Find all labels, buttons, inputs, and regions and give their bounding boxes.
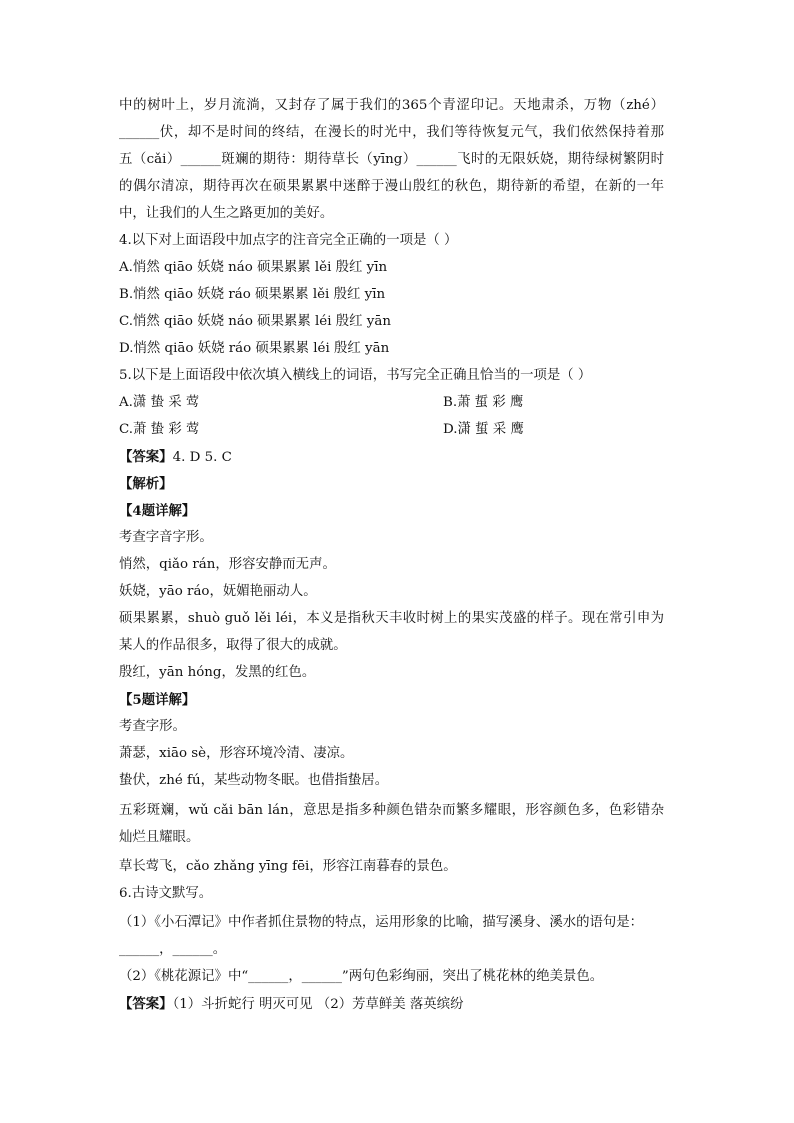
q6-stem: 6.古诗文默写。 xyxy=(119,886,213,901)
q4-detail-line: 殷红，yān hóng，发黑的红色。 xyxy=(119,665,316,680)
q5-detail-line: 五彩斑斓，wǔ cǎi bān lán，意思是指多种颜色错杂而繁多耀眼，形容颜色多，色彩错杂 xyxy=(119,803,664,818)
q6-sub2: （2）《桃花源记》中“______，______”两句色彩绚丽，突出了桃花林的绝美景色。 xyxy=(119,969,604,984)
q5-option-b: B.萧 蜇 彩 鹰 xyxy=(443,395,524,410)
answer-label: 【答案】 xyxy=(119,449,173,465)
q4-detail-line: 妖娆，yāo ráo，妩媚艳丽动人。 xyxy=(119,584,317,599)
q5-detail-label: 【5题详解】 xyxy=(119,692,196,708)
passage-line-4: 的偶尔清凉，期待再次在硕果累累中迷醉于漫山殷红的秋色，期待新的希望，在新的一年 xyxy=(119,179,664,194)
q5-detail-line: 灿烂且耀眼。 xyxy=(119,830,200,845)
q4-detail-line: 硕果累累，shuò guǒ lěi léi，本义是指秋天丰收时树上的果实茂盛的样子。现在常引申为 xyxy=(119,611,664,626)
q4-detail-line: 某人的作品很多，取得了很大的成就。 xyxy=(119,638,347,653)
passage-line-3: 五（cǎi）______斑斓的期待：期待草长（yīng）______飞时的无限妖娆，期待绿树繁阴时 xyxy=(119,152,664,167)
q5-option-c: C.萧 蛰 彩 莺 xyxy=(119,422,200,437)
q6-sub1-blank: ______，______。 xyxy=(119,942,227,957)
answer-block-1 xyxy=(119,448,232,467)
q4-option-d: D.悄然 qiāo 妖娆 ráo 硕果累累 léi 殷红 yān xyxy=(119,341,390,356)
q5-option-d: D.潇 蜇 采 鹰 xyxy=(443,422,524,437)
q4-stem: 4.以下对上面语段中加点字的注音完全正确的一项是（ ） xyxy=(119,233,458,248)
q5-detail-line: 萧瑟，xiāo sè，形容环境冷清、凄凉。 xyxy=(119,746,354,761)
q5-detail-line: 草长莺飞，cǎo zhǎng yīng fēi，形容江南暮春的景色。 xyxy=(119,859,457,874)
passage-line-1: 中的树叶上，岁月流淌，又封存了属于我们的365个青涩印记。天地肃杀，万物（zhé） xyxy=(119,98,664,113)
q4-detail-line: 考查字音字形。 xyxy=(119,530,213,545)
q4-detail-label: 【4题详解】 xyxy=(119,503,196,519)
q6-sub1: （1）《小石潭记》中作者抓住景物的特点，运用形象的比喻，描写溪身、溪水的语句是： xyxy=(119,915,644,930)
passage-line-2: ______伏，却不是时间的终结，在漫长的时光中，我们等待恢复元气，我们依然保持着那 xyxy=(119,125,664,140)
q5-stem: 5.以下是上面语段中依次填入横线上的词语，书写完全正确且恰当的一项是（ ） xyxy=(119,368,592,383)
answer-text: （1）斗折蛇行 明灭可见 （2）芳草鲜美 落英缤纷 xyxy=(172,997,464,1012)
answer-text: 4. D 5. C xyxy=(172,450,232,465)
q4-option-c: C.悄然 qiāo 妖娆 náo 硕果累累 léi 殷红 yān xyxy=(119,314,391,329)
analysis-label: 【解析】 xyxy=(119,476,173,492)
answer-label: 【答案】 xyxy=(119,996,173,1012)
answer-block-2 xyxy=(119,995,463,1014)
q4-option-b: B.悄然 qiāo 妖娆 ráo 硕果累累 lěi 殷红 yīn xyxy=(119,287,386,302)
q4-option-a: A.悄然 qiāo 妖娆 náo 硕果累累 lěi 殷红 yīn xyxy=(119,260,388,275)
q5-detail-line: 蛰伏，zhé fú，某些动物冬眠。也借指蛰居。 xyxy=(119,773,389,788)
q5-option-a: A.潇 蛰 采 莺 xyxy=(119,395,200,410)
q4-detail-line: 悄然，qiǎo rán，形容安静而无声。 xyxy=(119,557,336,572)
passage-line-5: 中，让我们的人生之路更加的美好。 xyxy=(119,206,334,221)
q5-detail-line: 考查字形。 xyxy=(119,719,186,734)
